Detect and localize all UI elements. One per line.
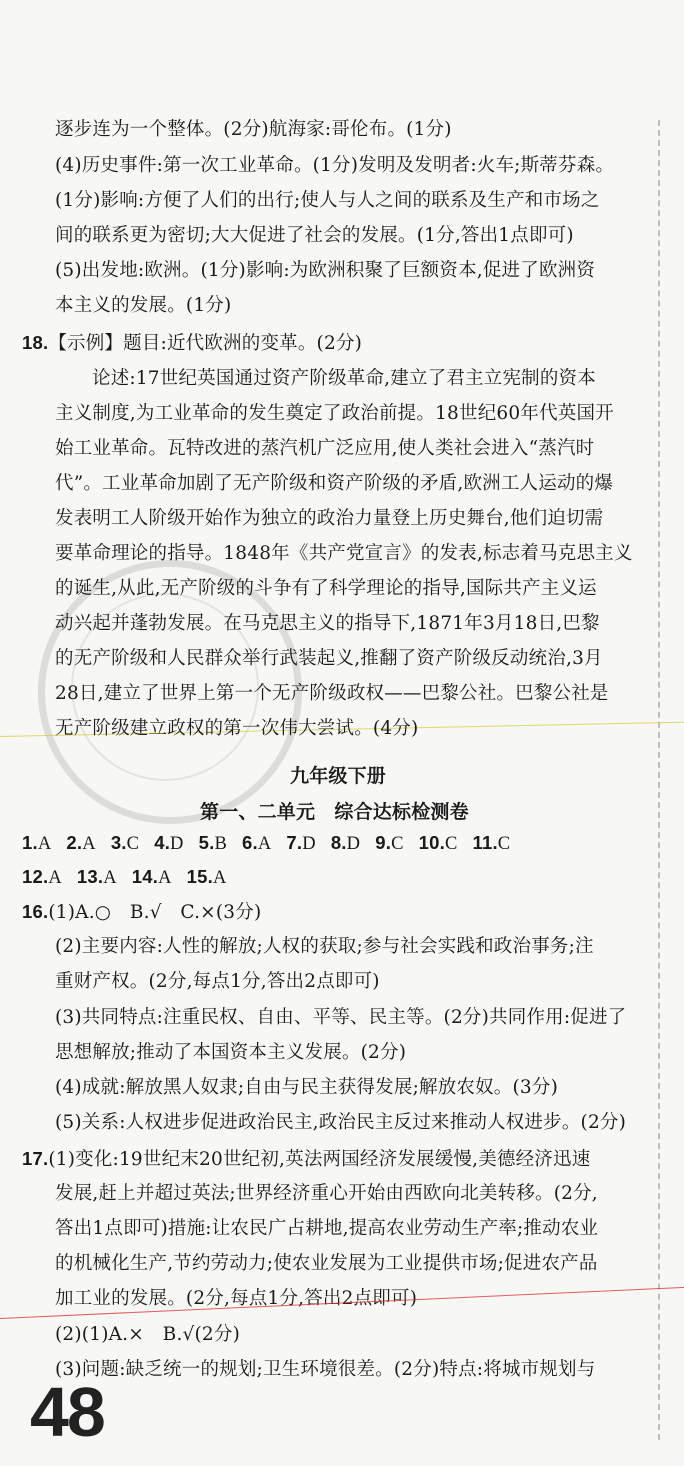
line-text: (4)成就:解放黑人奴隶;自由与民主获得发展;解放农奴。(3分) bbox=[55, 1077, 559, 1098]
answer-number: 7. bbox=[286, 832, 303, 853]
answer-number: 2. bbox=[66, 832, 83, 853]
text-line bbox=[92, 367, 596, 391]
answer-number: 13. bbox=[76, 866, 104, 887]
q17-line bbox=[55, 1252, 598, 1276]
line-text: 28日,建立了世界上第一个无产阶级政权——巴黎公社。巴黎公社是 bbox=[55, 683, 609, 704]
answer-letter: A bbox=[48, 868, 62, 888]
text-line bbox=[55, 647, 603, 671]
choice-answer bbox=[187, 865, 227, 890]
line-text: (1)A.○ B.√ C.×(3分) bbox=[48, 902, 262, 923]
choice-answer bbox=[154, 831, 183, 856]
q17-line bbox=[22, 1147, 590, 1172]
q17-line bbox=[55, 1217, 598, 1241]
answer-letter: A bbox=[82, 834, 96, 854]
text-line bbox=[55, 717, 418, 741]
choice-answer bbox=[199, 831, 227, 856]
text-line bbox=[55, 259, 595, 283]
text-line bbox=[55, 472, 613, 496]
text-line bbox=[55, 577, 597, 601]
answer-number: 10. bbox=[418, 832, 445, 853]
text-line bbox=[22, 331, 362, 356]
line-text: 始工业革命。瓦特改进的蒸汽机广泛应用,使人类社会进入“蒸汽时 bbox=[55, 438, 595, 459]
choice-answer bbox=[472, 831, 510, 856]
text-line bbox=[55, 542, 633, 566]
text-line bbox=[55, 612, 600, 636]
q16-line bbox=[55, 1006, 626, 1030]
answer-number: 11. bbox=[472, 832, 498, 853]
line-text: 动兴起并蓬勃发展。在马克思主义的指导下,1871年3月18日,巴黎 bbox=[55, 613, 600, 634]
choice-answer bbox=[242, 831, 271, 856]
margin-rule bbox=[658, 120, 660, 1440]
answer-number: 8. bbox=[330, 832, 347, 853]
answer-number: 1. bbox=[22, 832, 38, 853]
line-text: (5)关系:人权进步促进政治民主,政治民主反过来推动人权进步。(2分) bbox=[55, 1112, 627, 1133]
line-text: 的诞生,从此,无产阶级的斗争有了科学理论的指导,国际共产主义运 bbox=[55, 578, 597, 599]
q16-line bbox=[55, 1111, 626, 1135]
choice-answer bbox=[375, 831, 403, 856]
line-text: 本主义的发展。(1分) bbox=[55, 295, 232, 316]
q16-line bbox=[22, 900, 261, 925]
line-text: 思想解放;推动了本国资本主义发展。(2分) bbox=[55, 1042, 407, 1063]
answer-letter: A bbox=[257, 834, 272, 854]
text-line bbox=[55, 682, 609, 706]
choice-answer bbox=[22, 865, 62, 890]
choice-answer bbox=[77, 865, 117, 890]
line-text: 的无产阶级和人民群众举行武装起义,推翻了资产阶级反动统治,3月 bbox=[55, 648, 603, 669]
answer-letter: C bbox=[126, 834, 140, 854]
line-text: 无产阶级建立政权的第一次伟大尝试。(4分) bbox=[55, 718, 419, 739]
line-text: (2)(1)A.× B.√(2分) bbox=[55, 1324, 241, 1345]
answer-letter: C bbox=[444, 834, 458, 854]
choice-answer bbox=[286, 831, 315, 856]
answer-number: 12. bbox=[22, 866, 49, 887]
question-number: 18. bbox=[22, 332, 49, 353]
answer-letter: D bbox=[170, 834, 184, 854]
line-text: 论述:17世纪英国通过资产阶级革命,建立了君主立宪制的资本 bbox=[92, 368, 596, 389]
text-line bbox=[55, 189, 600, 213]
answer-row-2 bbox=[22, 865, 242, 890]
text-line bbox=[55, 507, 603, 531]
line-text: (5)出发地:欧洲。(1分)影响:为欧洲积聚了巨额资本,促进了欧洲资 bbox=[55, 260, 596, 281]
q16-line bbox=[55, 970, 380, 994]
q17-line bbox=[55, 1182, 598, 1206]
line-text: (3)共同特点:注重民权、自由、平等、民主等。(2分)共同作用:促进了 bbox=[55, 1007, 627, 1028]
text-line bbox=[55, 294, 231, 318]
exam-title: 第一、二单元 综合达标检测卷 bbox=[200, 801, 469, 823]
line-text: 发表明工人阶级开始作为独立的政治力量登上历史舞台,他们迫切需 bbox=[55, 508, 604, 529]
q16-line bbox=[55, 1041, 406, 1065]
line-text: 间的联系更为密切;大大促进了社会的发展。(1分,答出1点即可) bbox=[55, 225, 574, 246]
choice-answer bbox=[132, 865, 172, 890]
q16-line bbox=[55, 1076, 558, 1100]
answer-number: 15. bbox=[186, 866, 213, 887]
text-line bbox=[55, 437, 594, 461]
answer-row-1 bbox=[22, 831, 525, 856]
answer-letter: A bbox=[158, 868, 172, 888]
answer-letter: D bbox=[302, 834, 316, 854]
choice-answer bbox=[66, 831, 95, 856]
answer-number: 14. bbox=[131, 866, 159, 887]
line-text: 的机械化生产,节约劳动力;使农业发展为工业提供市场;促进农产品 bbox=[55, 1253, 598, 1274]
page-number: 48 bbox=[30, 1373, 104, 1451]
line-text: 重财产权。(2分,每点1分,答出2点即可) bbox=[55, 971, 380, 992]
answer-letter: B bbox=[214, 834, 227, 854]
line-text: 【示例】题目:近代欧洲的变革。(2分) bbox=[48, 333, 363, 354]
q17-line bbox=[55, 1358, 595, 1382]
answer-letter: A bbox=[103, 868, 117, 888]
line-text: (1分)影响:方便了人们的出行;使人与人之间的联系及生产和市场之 bbox=[55, 190, 600, 211]
answer-number: 4. bbox=[154, 832, 171, 853]
line-text: (4)历史事件:第一次工业革命。(1分)发明及发明者:火车;斯蒂芬森。 bbox=[55, 155, 615, 176]
answer-letter: D bbox=[346, 834, 361, 854]
answer-number: 3. bbox=[110, 832, 127, 853]
choice-answer bbox=[419, 831, 458, 856]
choice-answer bbox=[111, 831, 139, 856]
text-line bbox=[55, 224, 574, 248]
text-line bbox=[55, 118, 452, 142]
answer-letter: A bbox=[37, 834, 52, 854]
line-text: (1)变化:19世纪末20世纪初,英法两国经济发展缓慢,美德经济迅速 bbox=[48, 1149, 591, 1170]
q17-line bbox=[55, 1323, 240, 1347]
line-text: 答出1点即可)措施:让农民广占耕地,提高农业劳动生产率;推动农业 bbox=[55, 1218, 599, 1239]
text-line bbox=[55, 154, 614, 178]
line-text: 逐步连为一个整体。(2分)航海家:哥伦布。(1分) bbox=[55, 119, 452, 140]
line-text: 加工业的发展。(2分,每点1分,答出2点即可) bbox=[55, 1288, 418, 1309]
answer-number: 6. bbox=[242, 832, 258, 853]
line-text: 主义制度,为工业革命的发生奠定了政治前提。18世纪60年代英国开 bbox=[55, 403, 614, 424]
answer-letter: C bbox=[497, 834, 511, 854]
text-line bbox=[55, 402, 614, 426]
answer-number: 9. bbox=[375, 832, 392, 853]
line-text: 发展,赶上并超过英法;世界经济重心开始由西欧向北美转移。(2分, bbox=[55, 1183, 598, 1204]
answer-letter: A bbox=[213, 868, 227, 888]
question-number: 16. bbox=[22, 901, 49, 922]
line-text: (3)问题:缺乏统一的规划;卫生环境很差。(2分)特点:将城市规划与 bbox=[55, 1359, 596, 1380]
line-text: 代”。工业革命加剧了无产阶级和资产阶级的矛盾,欧洲工人运动的爆 bbox=[55, 473, 614, 494]
answer-number: 5. bbox=[198, 832, 215, 853]
q16-line bbox=[55, 935, 594, 959]
answer-letter: C bbox=[391, 834, 404, 854]
section-title: 九年级下册 bbox=[290, 765, 387, 787]
line-text: 要革命理论的指导。1848年《共产党宣言》的发表,标志着马克思主义 bbox=[55, 543, 633, 564]
question-number: 17. bbox=[22, 1148, 49, 1169]
choice-answer bbox=[331, 831, 360, 856]
line-text: (2)主要内容:人性的解放;人权的获取;参与社会实践和政治事务;注 bbox=[55, 936, 594, 957]
choice-answer bbox=[22, 831, 51, 856]
